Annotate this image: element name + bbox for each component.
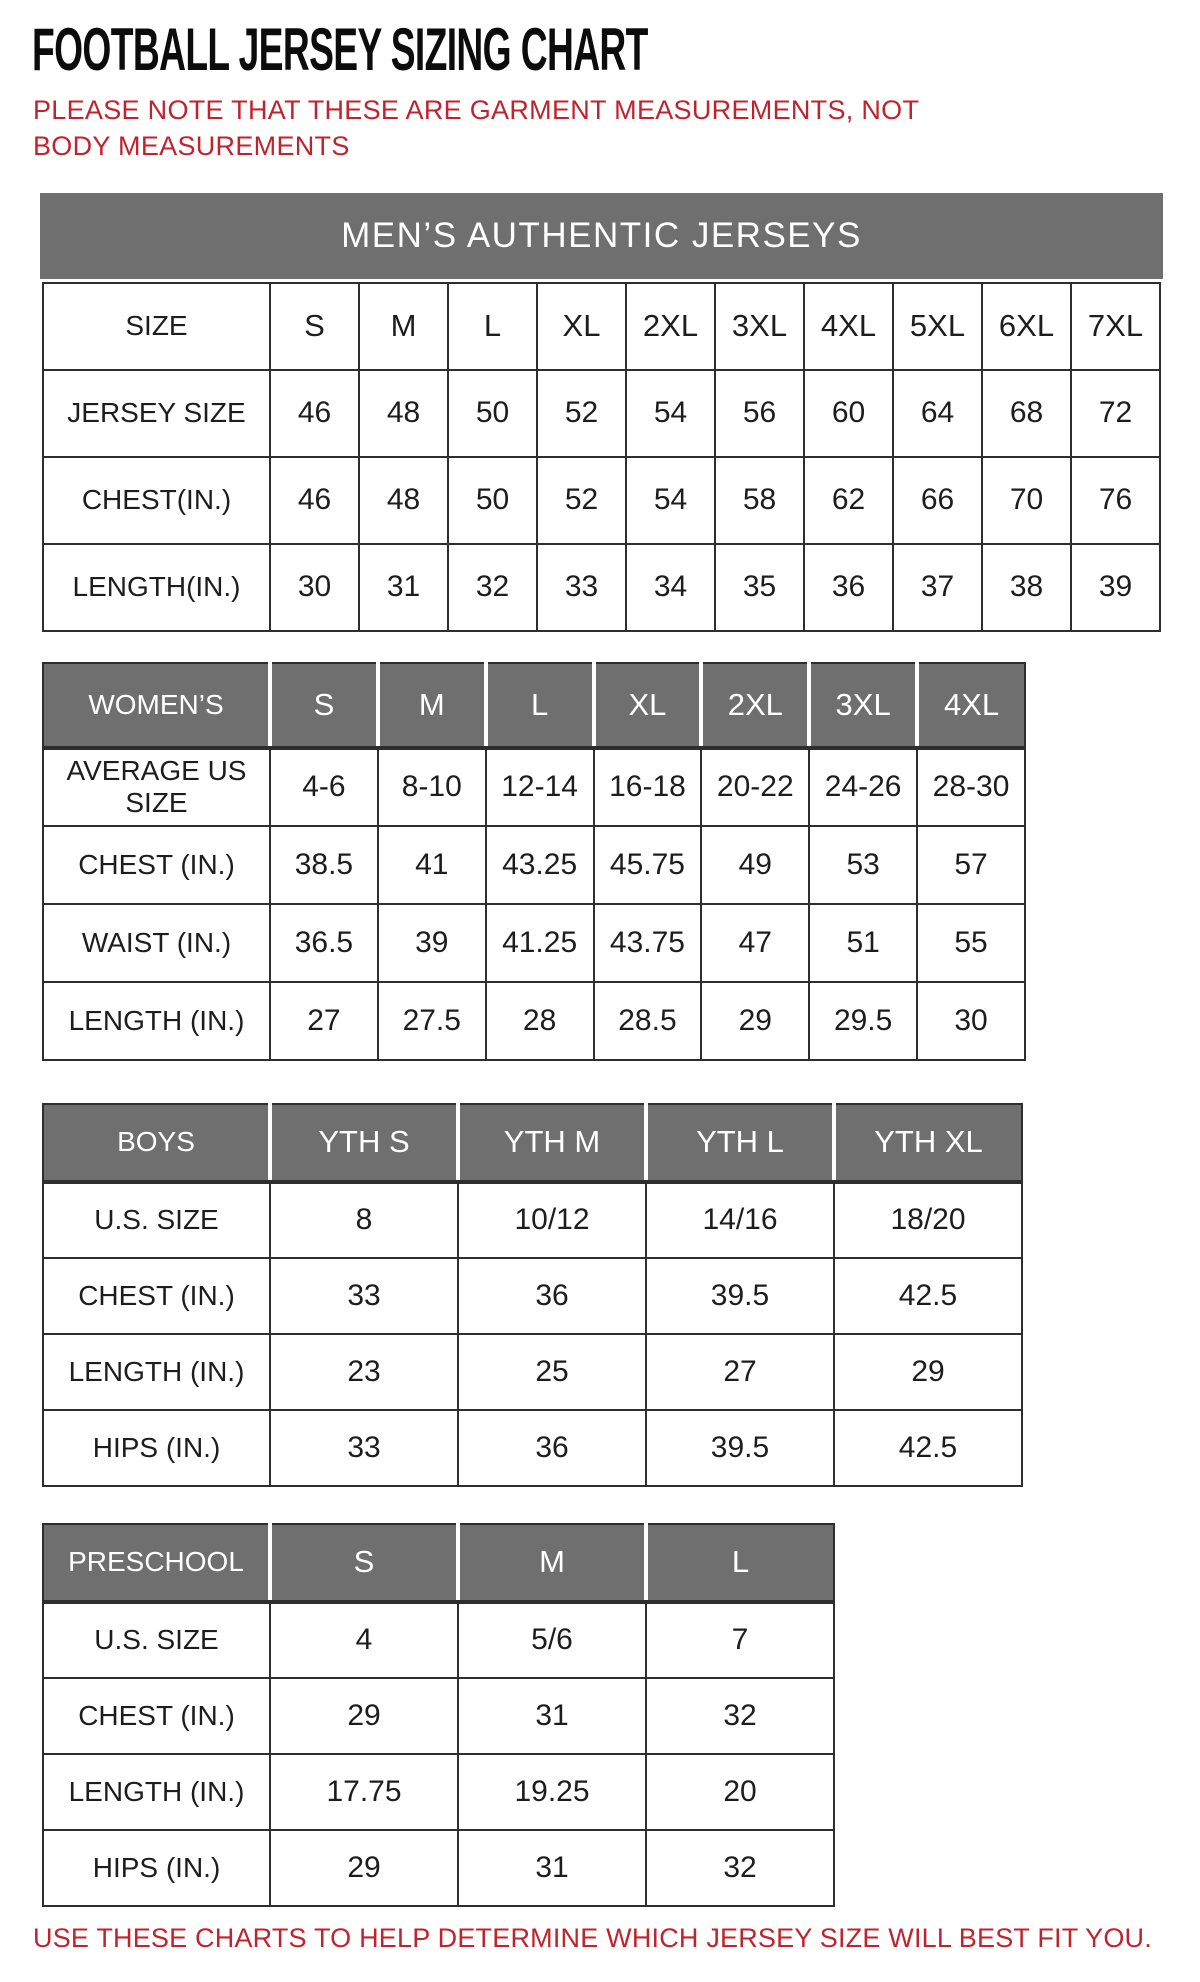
mens-cell-2-5: 35 <box>715 544 804 631</box>
boys-cell-1-3: 42.5 <box>834 1258 1022 1334</box>
garment-measurement-note: PLEASE NOTE THAT THESE ARE GARMENT MEASUREMENTS, NOT BODY MEASUREMENTS <box>33 95 919 162</box>
womens-column-header-6: 4XL <box>917 663 1025 748</box>
womens-column-header-0: S <box>270 663 378 748</box>
mens-cell-2-8: 38 <box>982 544 1071 631</box>
preschool-row-0 <box>43 1602 834 1678</box>
boys-row-1 <box>43 1258 1022 1334</box>
preschool-cell-0-1: 5/6 <box>458 1602 646 1678</box>
mens-cell-2-9: 39 <box>1071 544 1160 631</box>
womens-cell-3-5: 29.5 <box>809 982 917 1060</box>
boys-row-label-3: HIPS (IN.) <box>43 1410 270 1486</box>
womens-cell-3-2: 28 <box>486 982 594 1060</box>
womens-row-label-2: WAIST (IN.) <box>43 904 270 982</box>
womens-cell-2-6: 55 <box>917 904 1025 982</box>
boys-cell-2-3: 29 <box>834 1334 1022 1410</box>
mens-cell-0-5: 56 <box>715 370 804 457</box>
mens-row-label-0: JERSEY SIZE <box>43 370 270 457</box>
womens-row-label-1: CHEST (IN.) <box>43 826 270 904</box>
boys-row-3 <box>43 1410 1022 1486</box>
boys-row-2 <box>43 1334 1022 1410</box>
womens-cell-0-0: 4-6 <box>270 748 378 826</box>
womens-row-1 <box>43 826 1025 904</box>
mens-cell-2-4: 34 <box>626 544 715 631</box>
preschool-cell-2-1: 19.25 <box>458 1754 646 1830</box>
boys-column-header-2: YTH L <box>646 1104 834 1182</box>
page-title: FOOTBALL JERSEY SIZING CHART <box>32 16 648 83</box>
preschool-cell-3-2: 32 <box>646 1830 834 1906</box>
womens-cell-3-6: 30 <box>917 982 1025 1060</box>
boys-corner-label: BOYS <box>43 1104 270 1182</box>
boys-column-header-1: YTH M <box>458 1104 646 1182</box>
womens-cell-1-2: 43.25 <box>486 826 594 904</box>
boys-row-label-1: CHEST (IN.) <box>43 1258 270 1334</box>
boys-cell-2-2: 27 <box>646 1334 834 1410</box>
womens-cell-0-6: 28-30 <box>917 748 1025 826</box>
womens-cell-1-6: 57 <box>917 826 1025 904</box>
mens-cell-1-1: 48 <box>359 457 448 544</box>
boys-cell-1-1: 36 <box>458 1258 646 1334</box>
mens-cell-1-2: 50 <box>448 457 537 544</box>
boys-column-header-3: YTH XL <box>834 1104 1022 1182</box>
womens-row-3 <box>43 982 1025 1060</box>
mens-cell-1-0: 46 <box>270 457 359 544</box>
womens-cell-2-0: 36.5 <box>270 904 378 982</box>
boys-grid <box>42 1103 1023 1487</box>
mens-cell-0-4: 54 <box>626 370 715 457</box>
mens-column-header-5: 3XL <box>715 283 804 370</box>
preschool-column-header-2: L <box>646 1524 834 1602</box>
womens-cell-2-2: 41.25 <box>486 904 594 982</box>
mens-column-header-7: 5XL <box>893 283 982 370</box>
preschool-cell-3-0: 29 <box>270 1830 458 1906</box>
womens-corner-label: WOMEN’S <box>43 663 270 748</box>
womens-cell-1-4: 49 <box>701 826 809 904</box>
mens-column-header-2: L <box>448 283 537 370</box>
womens-cell-1-3: 45.75 <box>594 826 702 904</box>
mens-cell-1-5: 58 <box>715 457 804 544</box>
mens-column-header-8: 6XL <box>982 283 1071 370</box>
womens-sizing-table <box>30 662 1170 1061</box>
mens-grid <box>42 282 1161 632</box>
boys-row-label-0: U.S. SIZE <box>43 1182 270 1258</box>
preschool-row-3 <box>43 1830 834 1906</box>
preschool-cell-3-1: 31 <box>458 1830 646 1906</box>
boys-cell-3-0: 33 <box>270 1410 458 1486</box>
mens-column-header-1: M <box>359 283 448 370</box>
preschool-column-header-0: S <box>270 1524 458 1602</box>
mens-cell-1-3: 52 <box>537 457 626 544</box>
mens-row-1 <box>43 457 1160 544</box>
womens-cell-0-2: 12-14 <box>486 748 594 826</box>
boys-cell-1-2: 39.5 <box>646 1258 834 1334</box>
mens-authentic-jerseys-table <box>30 193 1170 632</box>
mens-column-header-9: 7XL <box>1071 283 1160 370</box>
mens-cell-2-0: 30 <box>270 544 359 631</box>
mens-cell-1-4: 54 <box>626 457 715 544</box>
boys-cell-2-1: 25 <box>458 1334 646 1410</box>
boys-cell-3-3: 42.5 <box>834 1410 1022 1486</box>
mens-column-header-6: 4XL <box>804 283 893 370</box>
preschool-row-2 <box>43 1754 834 1830</box>
boys-cell-3-1: 36 <box>458 1410 646 1486</box>
mens-row-0 <box>43 370 1160 457</box>
mens-cell-0-6: 60 <box>804 370 893 457</box>
womens-column-header-2: L <box>486 663 594 748</box>
womens-row-0 <box>43 748 1025 826</box>
womens-column-header-1: M <box>378 663 486 748</box>
preschool-cell-1-2: 32 <box>646 1678 834 1754</box>
preschool-cell-1-0: 29 <box>270 1678 458 1754</box>
mens-cell-2-6: 36 <box>804 544 893 631</box>
womens-row-label-0: AVERAGE US SIZE <box>43 748 270 826</box>
mens-column-header-0: S <box>270 283 359 370</box>
boys-cell-3-2: 39.5 <box>646 1410 834 1486</box>
womens-cell-1-1: 41 <box>378 826 486 904</box>
mens-row-2 <box>43 544 1160 631</box>
womens-row-2 <box>43 904 1025 982</box>
womens-column-header-5: 3XL <box>809 663 917 748</box>
preschool-cell-1-1: 31 <box>458 1678 646 1754</box>
mens-cell-0-9: 72 <box>1071 370 1160 457</box>
mens-cell-1-7: 66 <box>893 457 982 544</box>
womens-cell-2-3: 43.75 <box>594 904 702 982</box>
preschool-row-label-1: CHEST (IN.) <box>43 1678 270 1754</box>
preschool-row-label-0: U.S. SIZE <box>43 1602 270 1678</box>
mens-column-header-4: 2XL <box>626 283 715 370</box>
womens-cell-0-3: 16-18 <box>594 748 702 826</box>
boys-row-label-2: LENGTH (IN.) <box>43 1334 270 1410</box>
mens-corner-label: SIZE <box>43 283 270 370</box>
boys-cell-0-2: 14/16 <box>646 1182 834 1258</box>
womens-cell-0-4: 20-22 <box>701 748 809 826</box>
mens-cell-1-8: 70 <box>982 457 1071 544</box>
preschool-cell-2-0: 17.75 <box>270 1754 458 1830</box>
womens-cell-1-0: 38.5 <box>270 826 378 904</box>
mens-column-header-3: XL <box>537 283 626 370</box>
preschool-row-1 <box>43 1678 834 1754</box>
boys-sizing-table <box>30 1103 1170 1487</box>
boys-cell-1-0: 33 <box>270 1258 458 1334</box>
boys-column-header-0: YTH S <box>270 1104 458 1182</box>
womens-cell-0-1: 8-10 <box>378 748 486 826</box>
womens-column-header-4: 2XL <box>701 663 809 748</box>
mens-cell-0-8: 68 <box>982 370 1071 457</box>
preschool-column-header-1: M <box>458 1524 646 1602</box>
womens-row-label-3: LENGTH (IN.) <box>43 982 270 1060</box>
mens-cell-2-7: 37 <box>893 544 982 631</box>
boys-cell-2-0: 23 <box>270 1334 458 1410</box>
preschool-cell-0-2: 7 <box>646 1602 834 1678</box>
mens-cell-0-3: 52 <box>537 370 626 457</box>
mens-row-label-2: LENGTH(IN.) <box>43 544 270 631</box>
boys-row-0 <box>43 1182 1022 1258</box>
preschool-cell-2-2: 20 <box>646 1754 834 1830</box>
boys-cell-0-3: 18/20 <box>834 1182 1022 1258</box>
mens-cell-1-6: 62 <box>804 457 893 544</box>
mens-cell-0-0: 46 <box>270 370 359 457</box>
womens-cell-3-4: 29 <box>701 982 809 1060</box>
mens-cell-2-1: 31 <box>359 544 448 631</box>
womens-cell-2-4: 47 <box>701 904 809 982</box>
womens-cell-2-1: 39 <box>378 904 486 982</box>
preschool-row-label-2: LENGTH (IN.) <box>43 1754 270 1830</box>
womens-column-header-3: XL <box>594 663 702 748</box>
preschool-corner-label: PRESCHOOL <box>43 1524 270 1602</box>
mens-row-label-1: CHEST(IN.) <box>43 457 270 544</box>
womens-cell-3-1: 27.5 <box>378 982 486 1060</box>
womens-cell-2-5: 51 <box>809 904 917 982</box>
preschool-row-label-3: HIPS (IN.) <box>43 1830 270 1906</box>
womens-cell-1-5: 53 <box>809 826 917 904</box>
womens-grid <box>42 662 1026 1061</box>
mens-cell-2-3: 33 <box>537 544 626 631</box>
preschool-grid <box>42 1523 835 1907</box>
mens-banner: MEN’S AUTHENTIC JERSEYS <box>40 193 1163 279</box>
boys-cell-0-0: 8 <box>270 1182 458 1258</box>
womens-cell-3-0: 27 <box>270 982 378 1060</box>
mens-cell-1-9: 76 <box>1071 457 1160 544</box>
footer-note: USE THESE CHARTS TO HELP DETERMINE WHICH JERSEY SIZE WILL BEST FIT YOU. <box>33 1922 1152 1953</box>
womens-cell-0-5: 24-26 <box>809 748 917 826</box>
mens-cell-0-7: 64 <box>893 370 982 457</box>
womens-cell-3-3: 28.5 <box>594 982 702 1060</box>
boys-cell-0-1: 10/12 <box>458 1182 646 1258</box>
preschool-cell-0-0: 4 <box>270 1602 458 1678</box>
mens-cell-0-2: 50 <box>448 370 537 457</box>
mens-cell-0-1: 48 <box>359 370 448 457</box>
mens-cell-2-2: 32 <box>448 544 537 631</box>
preschool-sizing-table <box>30 1523 1170 1907</box>
